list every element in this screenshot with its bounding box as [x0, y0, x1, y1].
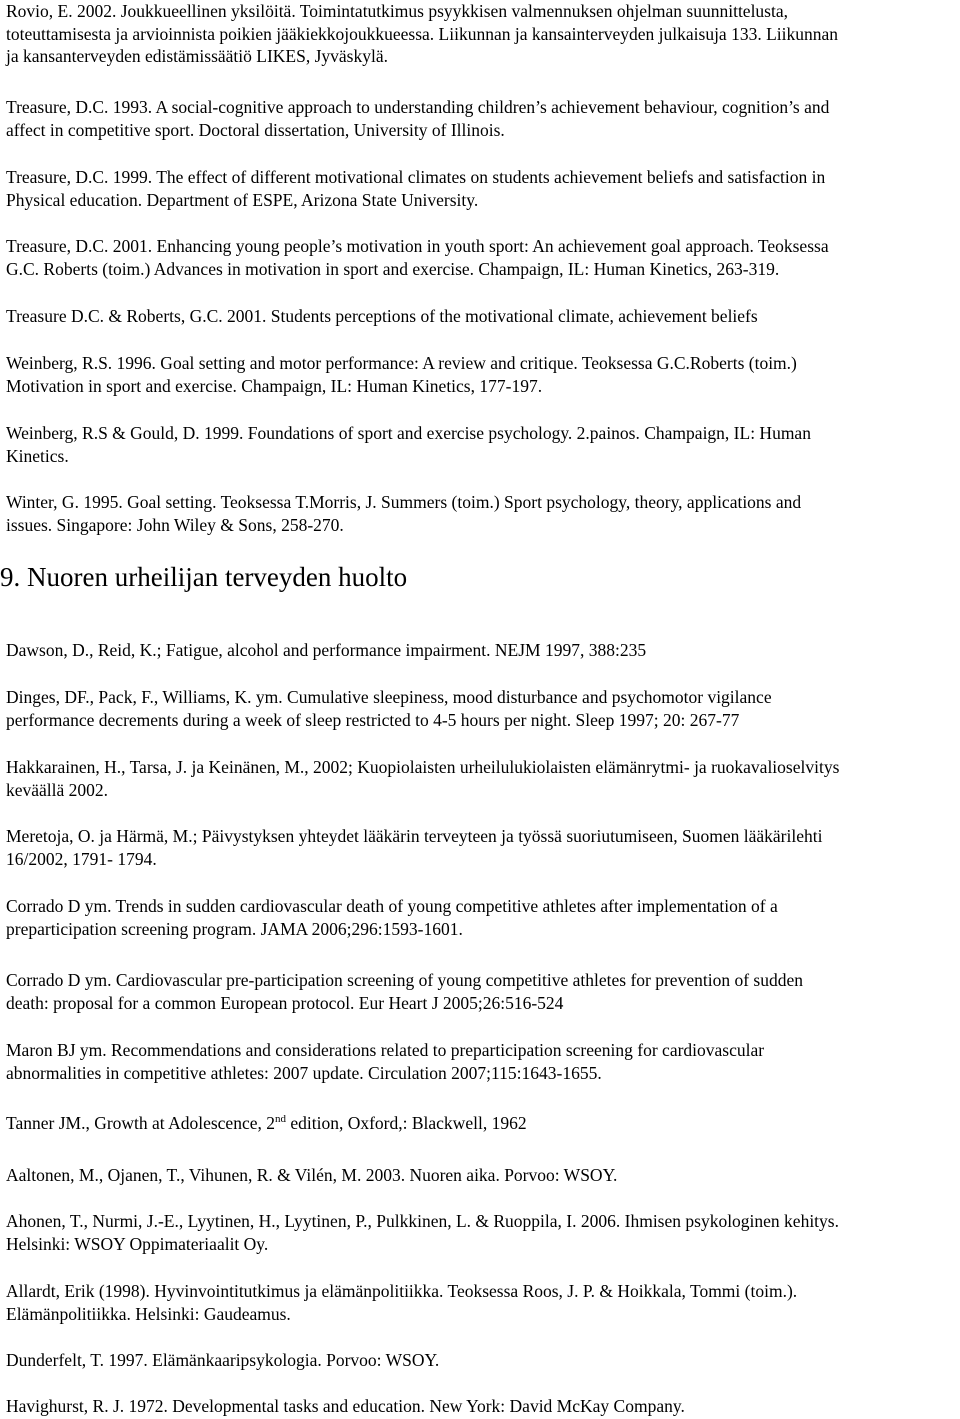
reference-entry — [6, 1395, 960, 1418]
reference-line: Rovio, E. 2002. Joukkueellinen yksilöitä. Toimintatutkimus psyykkisen valmennuksen ohjelman suunnittelusta, — [6, 1, 788, 21]
reference-line: Treasure, D.C. 1999. The effect of different motivational climates on students achievement beliefs and satisfaction in — [6, 167, 826, 187]
reference-line: Weinberg, R.S & Gould, D. 1999. Foundations of sport and exercise psychology. 2.painos. Champaign, IL: Human — [6, 423, 811, 443]
reference-line: Treasure D.C. & Roberts, G.C. 2001. Students perceptions of the motivational climate, achievement beliefs — [6, 306, 758, 326]
reference-line: toteuttamisesta ja arvioinnista poikien jääkiekkojoukkueessa. Liikunnan ja kansainterveyden julkaisuja 133. Liikunnan — [6, 23, 839, 44]
reference-line: Dunderfelt, T. 1997. Elämänkaaripsykologia. Porvoo: WSOY. — [6, 1350, 440, 1370]
reference-entry — [6, 756, 960, 801]
reference-line: issues. Singapore: John Wiley & Sons, 258-270. — [6, 514, 344, 535]
reference-entry — [6, 1349, 960, 1372]
reference-entry — [6, 1164, 960, 1187]
reference-entry — [6, 1039, 960, 1084]
reference-line: Treasure, D.C. 1993. A social-cognitive approach to understanding children’s achievement behaviour, cognition’s and — [6, 97, 830, 117]
reference-line — [6, 1112, 960, 1135]
reference-entry — [6, 1112, 960, 1135]
section-heading: 9. Nuoren urheilijan terveyden huolto — [0, 562, 408, 592]
reference-line: performance decrements during a week of sleep restricted to 4-5 hours per night. Sleep 1997; 20: 267-77 — [6, 709, 740, 730]
reference-line: Kinetics. — [6, 445, 69, 466]
reference-line: preparticipation screening program. JAMA 2006;296:1593-1601. — [6, 918, 463, 939]
reference-entry — [6, 825, 960, 870]
reference-entry — [6, 969, 960, 1014]
reference-text: Tanner JM., Growth at Adolescence, 2 — [6, 1113, 275, 1133]
reference-line: 16/2002, 1791- 1794. — [6, 848, 157, 869]
reference-entry — [6, 1210, 960, 1255]
reference-line: Ahonen, T., Nurmi, J.-E., Lyytinen, H., Lyytinen, P., Pulkkinen, L. & Ruoppila, I. 2006. Ihmisen psykologinen kehitys. — [6, 1211, 839, 1231]
reference-line: Weinberg, R.S. 1996. Goal setting and motor performance: A review and critique. Teoksessa G.C.Roberts (toim.) — [6, 353, 797, 373]
reference-entry — [6, 352, 960, 397]
reference-line: death: proposal for a common European protocol. Eur Heart J 2005;26:516-524 — [6, 992, 564, 1013]
reference-entry — [6, 235, 960, 280]
reference-line: Winter, G. 1995. Goal setting. Teoksessa T.Morris, J. Summers (toim.) Sport psychology, theory, applications and — [6, 492, 802, 512]
reference-line: Meretoja, O. ja Härmä, M.; Päivystyksen yhteydet lääkärin terveyteen ja työssä suoriutumiseen, Suomen lääkärilehti — [6, 826, 823, 846]
reference-line: ja kansanterveyden edistämissäätiö LIKES, Jyväskylä. — [6, 46, 388, 66]
reference-line: Elämänpolitiikka. Helsinki: Gaudeamus. — [6, 1303, 291, 1324]
reference-line: Hakkarainen, H., Tarsa, J. ja Keinänen, M., 2002; Kuopiolaisten urheilulukiolaisten elämänrytmi- ja ruokavalioselvitys — [6, 757, 840, 777]
reference-entry — [6, 686, 960, 731]
reference-line: affect in competitive sport. Doctoral dissertation, University of Illinois. — [6, 119, 505, 140]
reference-line: Motivation in sport and exercise. Champaign, IL: Human Kinetics, 177-197. — [6, 375, 543, 396]
reference-line: Aaltonen, M., Ojanen, T., Vihunen, R. & Vilén, M. 2003. Nuoren aika. Porvoo: WSOY. — [6, 1165, 618, 1185]
reference-line: Dinges, DF., Pack, F., Williams, K. ym. Cumulative sleepiness, mood disturbance and psychomotor vigilance — [6, 687, 772, 707]
reference-entry — [6, 1280, 960, 1325]
reference-line: Physical education. Department of ESPE, Arizona State University. — [6, 189, 479, 210]
reference-line: Allardt, Erik (1998). Hyvinvointitutkimus ja elämänpolitiikka. Teoksessa Roos, J. P. & Hoikkala, Tommi (toim.). — [6, 1281, 798, 1301]
ordinal-superscript: nd — [274, 1113, 286, 1126]
reference-line: Treasure, D.C. 2001. Enhancing young people’s motivation in youth sport: An achievement goal approach. Teoksessa — [6, 236, 829, 256]
reference-line: Dawson, D., Reid, K.; Fatigue, alcohol and performance impairment. NEJM 1997, 388:235 — [6, 640, 647, 660]
reference-line: Havighurst, R. J. 1972. Developmental tasks and education. New York: David McKay Company. — [6, 1396, 685, 1416]
reference-entry — [6, 895, 960, 940]
reference-entry — [6, 491, 960, 536]
reference-line: G.C. Roberts (toim.) Advances in motivation in sport and exercise. Champaign, IL: Human Kinetics, 263-319. — [6, 258, 780, 279]
reference-entry — [6, 166, 960, 211]
reference-entry — [6, 422, 960, 467]
reference-line: Maron BJ ym. Recommendations and considerations related to preparticipation screening for cardiovascular — [6, 1040, 765, 1060]
reference-entry — [6, 96, 960, 141]
reference-entry — [6, 0, 960, 68]
reference-line: abnormalities in competitive athletes: 2007 update. Circulation 2007;115:1643-1655. — [6, 1062, 602, 1083]
reference-entry — [6, 639, 960, 662]
reference-line: Helsinki: WSOY Oppimateriaalit Oy. — [6, 1233, 269, 1254]
reference-line: keväällä 2002. — [6, 779, 109, 800]
reference-text: edition, Oxford,: Blackwell, 1962 — [285, 1113, 527, 1133]
reference-line: Corrado D ym. Cardiovascular pre-participation screening of young competitive athletes for prevention of sudden — [6, 970, 803, 990]
reference-line: Corrado D ym. Trends in sudden cardiovascular death of young competitive athletes after implementation of a — [6, 896, 778, 916]
reference-entry — [6, 305, 960, 328]
